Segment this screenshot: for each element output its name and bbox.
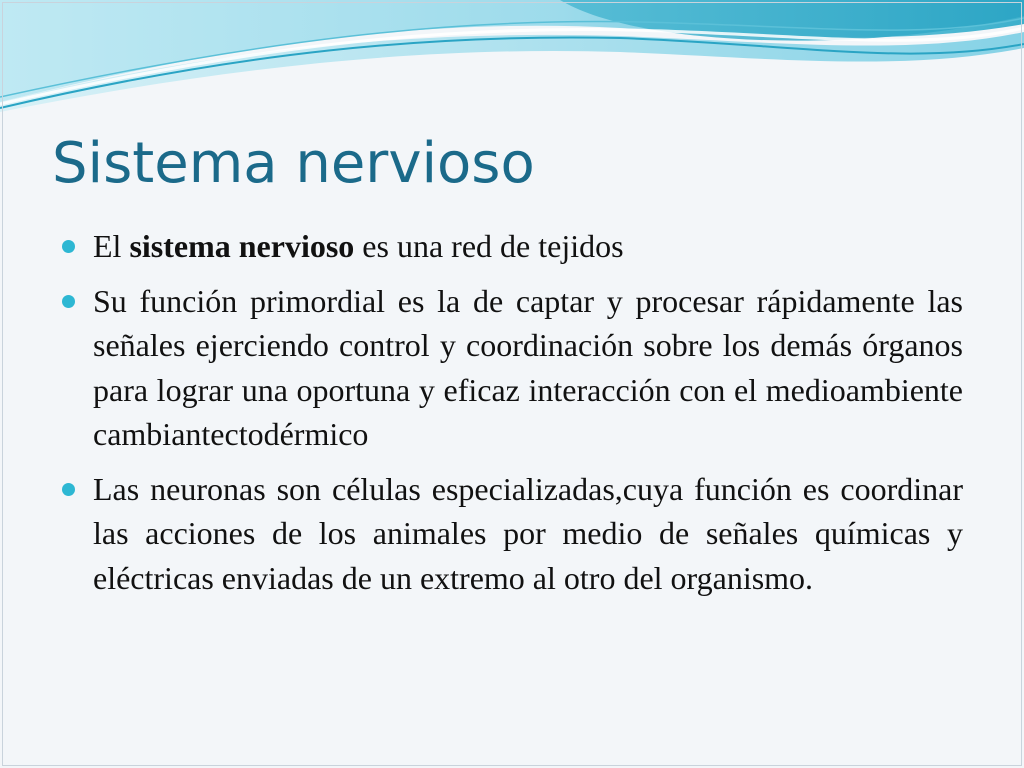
bullet-dot-icon [62, 295, 75, 308]
bullet-text-suffix: es una red de tejidos [354, 228, 624, 264]
bullet-list [60, 224, 963, 610]
slide-title: Sistema nervioso [52, 131, 535, 196]
bullet-dot-icon [62, 483, 75, 496]
bullet-item-2 [60, 279, 963, 457]
bullet-dot-icon [62, 240, 75, 253]
bullet-text: Su función primordial es la de captar y procesar rápidamente las señales ejerciendo control y coordinación sobre los demás órganos para lograr una oportuna y eficaz interacción con el medioambiente cambiantectodérmico [93, 282, 963, 452]
wave-band-right [560, 0, 1024, 41]
bullet-text [93, 224, 963, 269]
bullet-item-1 [60, 224, 963, 269]
bullet-item-3 [60, 467, 963, 601]
bullet-text-bold: sistema nervioso [129, 228, 355, 264]
bullet-text-prefix: El [93, 228, 130, 264]
decorative-header-waves [0, 0, 1024, 120]
bullet-text: Las neuronas son células especializadas,cuya función es coordinar las acciones de los animales por medio de señales químicas y eléctricas enviadas de un extremo al otro del organismo. [93, 470, 963, 596]
